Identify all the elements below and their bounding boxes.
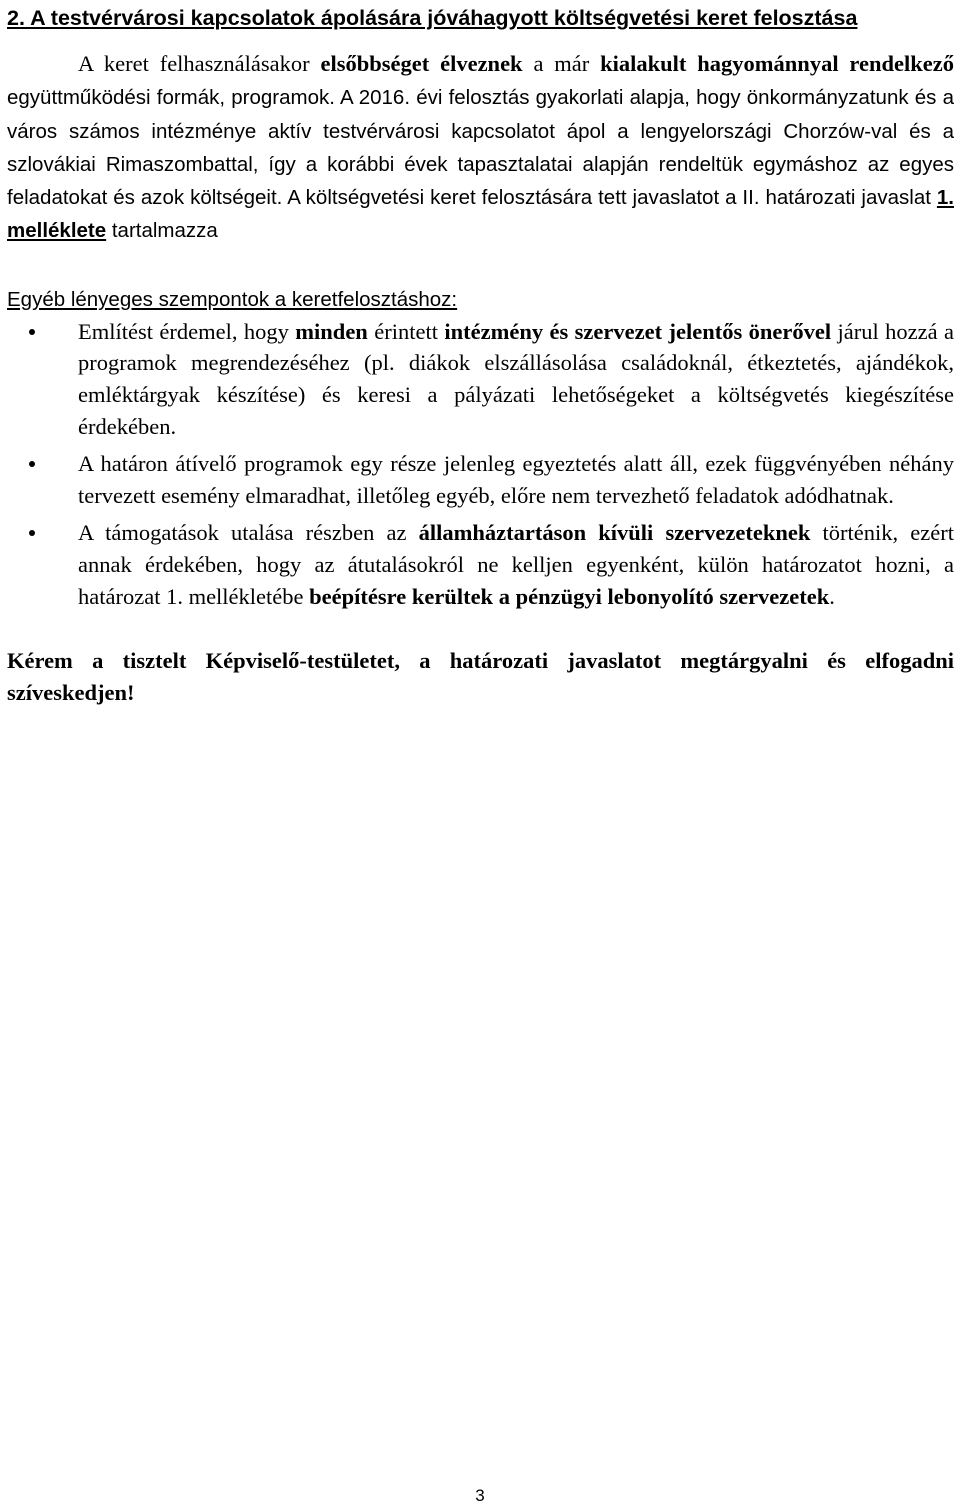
item-text: érintett	[367, 318, 445, 344]
document-page	[7, 0, 954, 709]
bullet-icon	[29, 329, 35, 335]
considerations-list	[7, 316, 954, 612]
section-heading: 2. A testvérvárosi kapcsolatok ápolására jóváhagyott költségvetési keret felosztása	[7, 6, 858, 30]
item-bold: beépítésre kerültek a pénzügyi lebonyolító szervezetek	[309, 583, 830, 609]
list-item	[7, 448, 954, 511]
item-bold: államháztartáson kívüli szervezeteknek	[418, 520, 811, 546]
intro-paragraph	[7, 48, 954, 248]
intro-text-1: A keret felhasználásakor	[78, 51, 321, 76]
considerations-title: Egyéb lényeges szempontok a keretfelosztáshoz:	[7, 287, 458, 311]
page-number: 3	[475, 1486, 485, 1505]
intro-annex-reference: 1. melléklete	[7, 186, 954, 243]
intro-text-3: együttműködési formák, programok. A 2016. évi felosztás gyakorlati alapja, hogy önkormányzatunk és a város számos intézménye aktív testvérvárosi kapcsolatot ápol a lengyelországi Chorzów-val és a szlovákiai Rimaszombattal, így a korábbi évek tapasztalatai alapján rendeltük egymáshoz az egyes feladatokat és azok költségeit. A költségvetési keret felosztására tett javaslatot a II. határozati javaslat	[7, 86, 954, 210]
intro-bold-priority: elsőbbséget élveznek	[320, 51, 523, 76]
item-text: történik, ezért annak érdekében, hogy az átutalásokról ne kelljen egyenként, külön határozatot hozni, a határozat 1. mellékletébe	[78, 520, 954, 609]
list-item	[7, 517, 954, 612]
closing-request: Kérem a tisztelt Képviselő-testületet, a határozati javaslatot megtárgyalni és elfogadni szíveskedjen!	[7, 648, 954, 706]
item-text: .	[829, 583, 835, 609]
list-item	[7, 316, 954, 442]
item-text: Említést érdemel, hogy	[78, 318, 296, 344]
item-bold: intézmény és szervezet jelentős önerővel	[444, 318, 832, 344]
item-bold: minden	[295, 318, 368, 344]
intro-text-2: a már	[522, 51, 601, 76]
item-text: A határon átívelő programok egy része jelenleg egyeztetés alatt áll, ezek függvényében néhány tervezett esemény elmaradhat, illetőleg egyéb, előre nem tervezhető feladatok adódhatnak.	[78, 451, 954, 508]
intro-bold-tradition: kialakult hagyománnyal rendelkező	[600, 51, 955, 76]
item-text: A támogatások utalása részben az	[78, 520, 419, 546]
item-text: járul hozzá a programok megrendezéséhez (pl. diákok elszállásolása családoknál, étkeztetés, ajándékok, emléktárgyak készítése) és keresi a pályázati lehetőségeket a költségvetés kiegészítése érdekében.	[78, 318, 954, 439]
bullet-icon	[29, 530, 35, 536]
bullet-icon	[29, 461, 35, 467]
intro-text-4: tartalmazza	[106, 219, 218, 243]
